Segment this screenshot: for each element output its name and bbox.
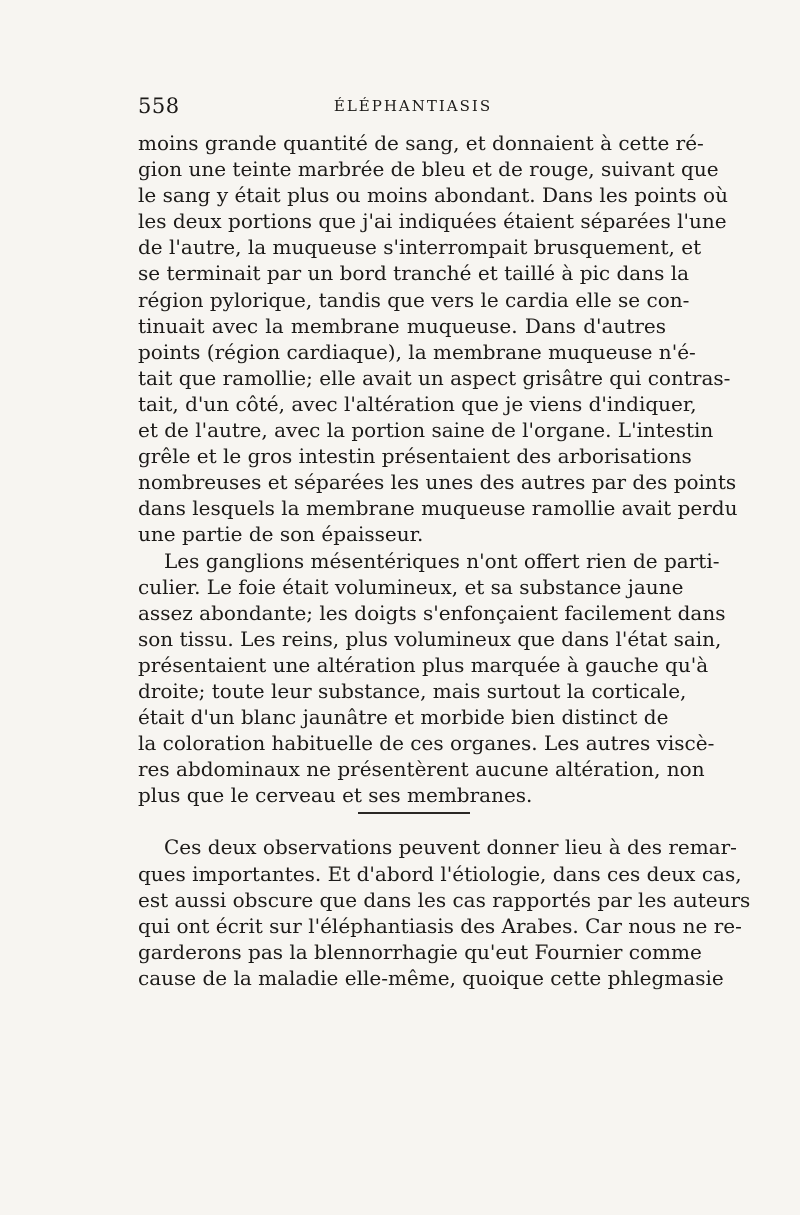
text-line: plus que le cerveau et ses membranes. [138,783,533,808]
separator-rule [358,812,470,814]
section-separator [138,808,666,834]
text-line: est aussi obscure que dans les cas rapportés par les auteurs [138,887,751,912]
text-line: dans lesquels la membrane muqueuse ramollie avait perdu [138,496,738,521]
text-line: cause de la maladie elle-même, quoique cette phlegmasie [138,965,724,990]
text-line: nombreuses et séparées les unes des autres par des points [138,470,737,495]
text-line: res abdominaux ne présentèrent aucune altération, non [138,757,705,782]
text-line: moins grande quantité de sang, et donnaient à cette ré- [138,131,704,155]
text-line: points (région cardiaque), la membrane muqueuse n'é- [138,339,696,364]
page-number: 558 [138,94,180,118]
text-line: Ces deux observations peuvent donner lieu à des remar- [164,835,737,860]
text-line: se terminait par un bord tranché et taillé à pic dans la [138,261,690,286]
body-text [138,130,751,991]
text-line: de l'autre, la muqueuse s'interrompait brusquement, et [138,235,702,260]
text-line: les deux portions que j'ai indiquées étaient séparées l'une [138,209,727,234]
paragraph-2 [138,548,726,809]
paragraph-3 [138,834,751,991]
running-head [138,94,668,120]
text-line: gion une teinte marbrée de bleu et de rouge, suivant que [138,157,719,182]
paragraph-1 [138,130,738,548]
text-line: était d'un blanc jaunâtre et morbide bien distinct de [138,705,669,730]
text-line: et de l'autre, avec la portion saine de l'organe. L'intestin [138,418,714,443]
text-line: tinuait avec la membrane muqueuse. Dans d'autres [138,313,666,338]
text-line: tait, d'un côté, avec l'altération que je viens d'indiquer, [138,391,697,416]
text-line: présentaient une altération plus marquée à gauche qu'à [138,652,709,677]
text-line: tait que ramollie; elle avait un aspect grisâtre qui contras- [138,365,731,390]
text-line: droite; toute leur substance, mais surtout la corticale, [138,678,687,703]
text-line: région pylorique, tandis que vers le cardia elle se con- [138,287,690,312]
text-line: la coloration habituelle de ces organes. Les autres viscè- [138,731,715,756]
text-line: le sang y était plus ou moins abondant. Dans les points où [138,183,728,208]
text-line: garderons pas la blennorrhagie qu'eut Fournier comme [138,939,702,964]
text-line: culier. Le foie était volumineux, et sa substance jaune [138,574,684,599]
text-line: assez abondante; les doigts s'enfonçaient facilement dans [138,600,726,625]
text-line: grêle et le gros intestin présentaient des arborisations [138,444,692,469]
text-line: une partie de son épaisseur. [138,522,424,547]
text-line: qui ont écrit sur l'éléphantiasis des Arabes. Car nous ne re- [138,913,742,938]
running-title: ÉLÉPHANTIASIS [333,97,493,115]
text-line: ques importantes. Et d'abord l'étiologie, dans ces deux cas, [138,861,742,886]
text-line: son tissu. Les reins, plus volumineux que dans l'état sain, [138,626,722,651]
text-line: Les ganglions mésentériques n'ont offert rien de parti- [164,548,720,573]
